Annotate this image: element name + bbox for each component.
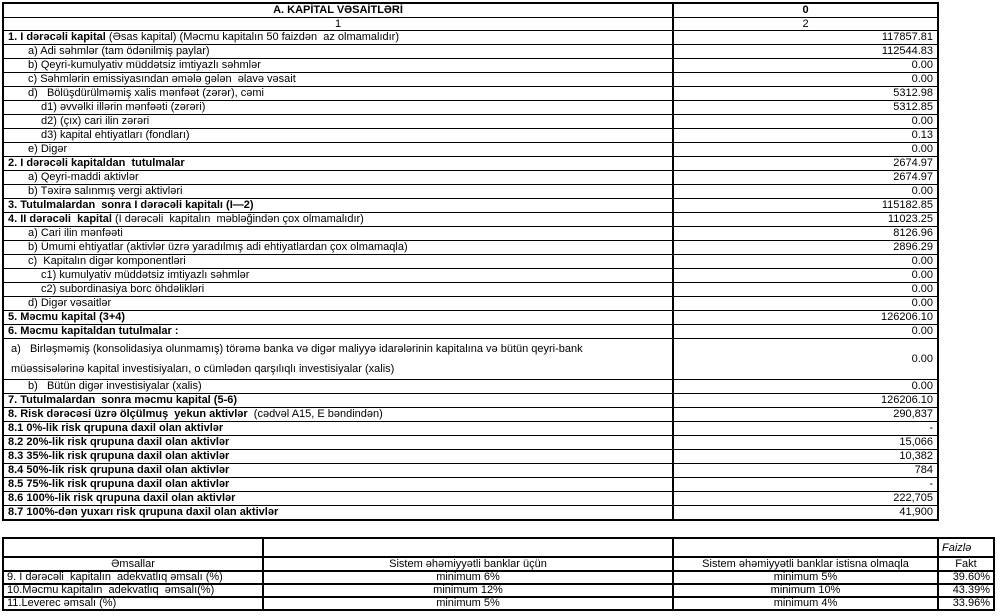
capital-table — [2, 2, 939, 521]
capital-table-header — [3, 3, 938, 31]
row-value: 222,705 — [673, 492, 938, 506]
ratios-table-top-row — [3, 538, 994, 557]
row-label: 4. II dərəcəli kapital (I dərəcəli kapitalın məbləğindən çox olmamalıdır) — [3, 213, 673, 227]
row-value: 5312.98 — [673, 87, 938, 101]
row-value: 0.00 — [673, 269, 938, 283]
table-row — [3, 157, 938, 171]
table-row — [3, 478, 938, 492]
table-row — [3, 597, 994, 610]
table-row — [3, 584, 994, 597]
row-value: 0.00 — [673, 73, 938, 87]
row-value: 11023.25 — [673, 213, 938, 227]
row-label: 8.3 35%-lik risk qrupuna daxil olan aktivlər — [3, 450, 673, 464]
row-label: a) Qeyri-maddi aktivlər — [3, 171, 673, 185]
table-row — [3, 227, 938, 241]
table-row — [3, 571, 994, 584]
row-systemic-minimum: minimum 5% — [263, 597, 673, 610]
table-row — [3, 297, 938, 311]
table-row — [3, 492, 938, 506]
table-row — [3, 464, 938, 478]
table-row — [3, 129, 938, 143]
row-value: 0.00 — [673, 339, 938, 380]
row-label: c) Səhmlərin emissiyasından əmələ gələn əlavə vəsait — [3, 73, 673, 87]
capital-table-col-zero: 0 — [673, 3, 938, 18]
row-label: b) Təxirə salınmış vergi aktivləri — [3, 185, 673, 199]
capital-table-body — [3, 31, 938, 521]
capital-table-colnum-row — [3, 18, 938, 31]
row-label: 2. I dərəcəli kapitaldan tutulmalar — [3, 157, 673, 171]
row-label: 6. Məcmu kapitaldan tutulmalar : — [3, 325, 673, 339]
row-label: a) Birləşməmiş (konsolidasiya olunmamış) törəmə banka və digər maliyyə idarələrinin kapitalına və bütün qeyri-bank müəssisələrinə kapital investisiyaları, o cümlədən qarşılıqlı investisiyalar (xalis) — [3, 339, 673, 380]
row-value: 117857.81 — [673, 31, 938, 45]
row-label: c1) kumulyativ müddətsiz imtiyazlı səhmlər — [3, 269, 673, 283]
table-row — [3, 311, 938, 325]
row-label: c2) subordinasiya borc öhdəlikləri — [3, 283, 673, 297]
empty-cell — [263, 538, 673, 557]
capital-table-title-row — [3, 3, 938, 18]
row-label: b) Qeyri-kumulyativ müddətsiz imtiyazlı səhmlər — [3, 59, 673, 73]
row-systemic-minimum: minimum 6% — [263, 571, 673, 584]
row-value: 41,900 — [673, 506, 938, 521]
row-label: d) Digər vəsaitlər — [3, 297, 673, 311]
row-value: 0.00 — [673, 325, 938, 339]
table-row — [3, 394, 938, 408]
row-non-systemic-minimum: minimum 4% — [673, 597, 938, 610]
table-row — [3, 283, 938, 297]
table-row — [3, 339, 938, 380]
table-row — [3, 115, 938, 129]
row-value: 10,382 — [673, 450, 938, 464]
row-label: 8.7 100%-dən yuxarı risk qrupuna daxil olan aktivlər — [3, 506, 673, 521]
row-label: 8.2 20%-lik risk qrupuna daxil olan aktivlər — [3, 436, 673, 450]
table-row — [3, 213, 938, 227]
row-label: b) Bütün digər investisiyalar (xalis) — [3, 380, 673, 394]
row-value: 2674.97 — [673, 157, 938, 171]
table-row — [3, 380, 938, 394]
row-label: 8.1 0%-lik risk qrupuna daxil olan aktivlər — [3, 422, 673, 436]
row-systemic-minimum: minimum 12% — [263, 584, 673, 597]
row-label: 1. I dərəcəli kapital (Əsas kapital) (Məcmu kapitalın 50 faizdən az olmamalıdır) — [3, 31, 673, 45]
row-value: 0.00 — [673, 297, 938, 311]
row-label: 11.Leverec əmsalı (%) — [3, 597, 263, 610]
row-value: 15,066 — [673, 436, 938, 450]
table-row — [3, 185, 938, 199]
row-value: 112544.83 — [673, 45, 938, 59]
ratios-header-coefficients: Əmsallar — [3, 557, 263, 571]
row-label: 8.6 100%-lik risk qrupuna daxil olan aktivlər — [3, 492, 673, 506]
row-non-systemic-minimum: minimum 5% — [673, 571, 938, 584]
table-row — [3, 171, 938, 185]
row-value: 8126.96 — [673, 227, 938, 241]
row-non-systemic-minimum: minimum 10% — [673, 584, 938, 597]
table-row — [3, 325, 938, 339]
table-row — [3, 436, 938, 450]
row-label: 8.4 50%-lik risk qrupuna daxil olan aktivlər — [3, 464, 673, 478]
ratios-faizle-label: Faizlə — [938, 538, 994, 557]
row-value: - — [673, 422, 938, 436]
row-label: d3) kapital ehtiyatları (fondları) — [3, 129, 673, 143]
ratios-table-head-row — [3, 557, 994, 571]
table-row — [3, 143, 938, 157]
capital-table-title: A. KAPİTAL VƏSAİTLƏRİ — [3, 3, 673, 18]
row-value: 0.00 — [673, 185, 938, 199]
row-label: 8. Risk dərəcəsi üzrə ölçülmuş yekun aktivlər (cədvəl A15, E bəndindən) — [3, 408, 673, 422]
row-value: 5312.85 — [673, 101, 938, 115]
ratios-table-body — [3, 571, 994, 610]
row-label: a) Cari ilin mənfəəti — [3, 227, 673, 241]
row-value: 290,837 — [673, 408, 938, 422]
row-value: 115182.85 — [673, 199, 938, 213]
row-label: c) Kapitalın digər komponentləri — [3, 255, 673, 269]
row-value: 126206.10 — [673, 394, 938, 408]
row-label: 8.5 75%-lik risk qrupuna daxil olan aktivlər — [3, 478, 673, 492]
table-row — [3, 408, 938, 422]
row-label: e) Digər — [3, 143, 673, 157]
table-row — [3, 87, 938, 101]
row-value: 0.00 — [673, 255, 938, 269]
row-label: d1) əvvəlki illərin mənfəəti (zərəri) — [3, 101, 673, 115]
row-label: 5. Məcmu kapital (3+4) — [3, 311, 673, 325]
row-value: 0.00 — [673, 380, 938, 394]
ratios-header-systemic: Sistem əhəmiyyətli banklar üçün — [263, 557, 673, 571]
row-value: 0.00 — [673, 115, 938, 129]
ratios-header-non-systemic: Sistem əhəmiyyətli banklar istisna olmaqla — [673, 557, 938, 571]
row-value: 0.00 — [673, 143, 938, 157]
table-row — [3, 269, 938, 283]
capital-table-colnum-value: 2 — [673, 18, 938, 31]
table-row — [3, 450, 938, 464]
row-label: d) Bölüşdürülməmiş xalis mənfəət (zərər), cəmi — [3, 87, 673, 101]
ratios-table-header — [3, 538, 994, 571]
table-row — [3, 506, 938, 521]
table-row — [3, 31, 938, 45]
row-value: - — [673, 478, 938, 492]
row-label: d2) (çıx) cari ilin zərəri — [3, 115, 673, 129]
table-row — [3, 255, 938, 269]
table-row — [3, 199, 938, 213]
row-label: 9. I dərəcəli kapitalın adekvatlıq əmsalı (%) — [3, 571, 263, 584]
table-row — [3, 59, 938, 73]
table-row — [3, 241, 938, 255]
row-label: 3. Tutulmalardan sonra I dərəcəli kapitalı (I—2) — [3, 199, 673, 213]
row-value: 0.13 — [673, 129, 938, 143]
row-label: a) Adi səhmlər (tam ödənilmiş paylar) — [3, 45, 673, 59]
row-label: 10.Məcmu kapitalın adekvatlıq əmsalı(%) — [3, 584, 263, 597]
row-value: 0.00 — [673, 59, 938, 73]
row-value: 0.00 — [673, 283, 938, 297]
row-label: 7. Tutulmalardan sonra məcmu kapital (5-6) — [3, 394, 673, 408]
row-label: b) Ümumi ehtiyatlar (aktivlər üzrə yaradılmış adi ehtiyatlardan çox olmamaqla) — [3, 241, 673, 255]
row-value: 2896.29 — [673, 241, 938, 255]
ratios-header-fact: Fakt — [938, 557, 994, 571]
row-value: 2674.97 — [673, 171, 938, 185]
empty-cell — [3, 538, 263, 557]
table-row — [3, 73, 938, 87]
row-value: 784 — [673, 464, 938, 478]
row-value: 126206.10 — [673, 311, 938, 325]
ratios-table — [2, 537, 995, 611]
empty-cell — [673, 538, 938, 557]
table-row — [3, 101, 938, 115]
row-fact-value: 39.60% — [938, 571, 994, 584]
table-row — [3, 45, 938, 59]
row-fact-value: 43.39% — [938, 584, 994, 597]
capital-table-colnum-label: 1 — [3, 18, 673, 31]
table-row — [3, 422, 938, 436]
row-fact-value: 33.96% — [938, 597, 994, 610]
